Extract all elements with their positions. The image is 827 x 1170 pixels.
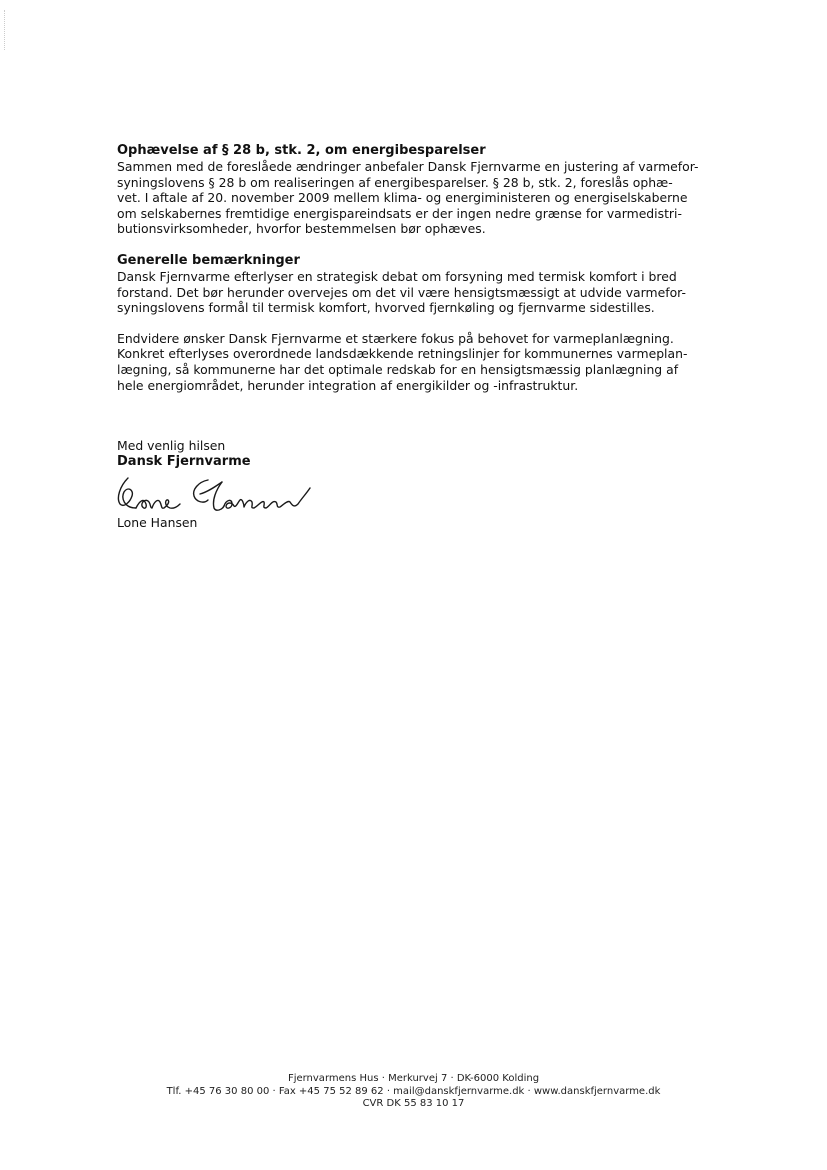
section-heading-general-remarks: Generelle bemærkninger [117, 252, 300, 268]
letter-footer [0, 1073, 827, 1111]
text-line: Sammen med de foreslåede ændringer anbefaler Dansk Fjernvarme en justering af varmefor- [117, 159, 699, 174]
text-line: Konkret efterlyses overordnede landsdækkende retningslinjer for kommunernes varmeplan- [117, 346, 688, 362]
text-line: forstand. Det bør herunder overvejes om det vil være hensigtsmæssigt at udvide varmefor- [117, 284, 686, 300]
section-heading-energy-savings: Ophævelse af § 28 b, stk. 2, om energibesparelser [117, 143, 486, 158]
text-line: Endvidere ønsker Dansk Fjernvarme et stærkere fokus på behovet for varmeplanlægning. [117, 330, 674, 346]
text-line: hele energiområdet, herunder integration af energikilder og -infrastruktur. [117, 377, 579, 393]
footer-address: Fjernvarmens Hus · Merkurvej 7 · DK-6000 Kolding [287, 1073, 540, 1084]
text-line: vet. I aftale af 20. november 2009 mellem klima- og energiministeren og energiselskaberne [117, 190, 688, 206]
footer-contact: Tlf. +45 76 30 80 00 · Fax +45 75 52 89 62 · mail@danskfjernvarme.dk · www.danskfjernvarme.dk [166, 1085, 661, 1097]
footer-cvr: CVR DK 55 83 10 17 [362, 1098, 465, 1109]
text-line: syningslovens § 28 b om realiseringen af energibesparelser. § 28 b, stk. 2, foreslås ophæ- [117, 174, 673, 190]
text-line: Dansk Fjernvarme efterlyser en strategisk debat om forsyning med termisk komfort i bred [117, 268, 677, 284]
page-edge-mark [4, 10, 5, 50]
text-line: butionsvirksomheder, hvorfor bestemmelsen bør ophæves. [117, 221, 486, 237]
signer-name: Lone Hansen [117, 515, 198, 530]
paragraph-heat-planning [117, 331, 717, 393]
closing-greeting: Med venlig hilsen [117, 438, 226, 453]
text-line: syningslovens formål til termisk komfort, hvorved fjernkøling og fjernvarme sidestilles. [117, 300, 655, 316]
paragraph-energy-savings [117, 159, 717, 237]
text-line: om selskabernes fremtidige energispareindsats er der ingen nedre grænse for varmedistri- [117, 205, 682, 221]
text-line: lægning, så kommunerne har det optimale redskab for en hensigtsmæssig planlægning af [117, 361, 679, 377]
letter-body [117, 143, 717, 393]
closing-organization: Dansk Fjernvarme [117, 454, 251, 469]
closing-block [117, 438, 251, 470]
paragraph-thermal-comfort [117, 269, 717, 316]
handwritten-signature [112, 472, 312, 520]
